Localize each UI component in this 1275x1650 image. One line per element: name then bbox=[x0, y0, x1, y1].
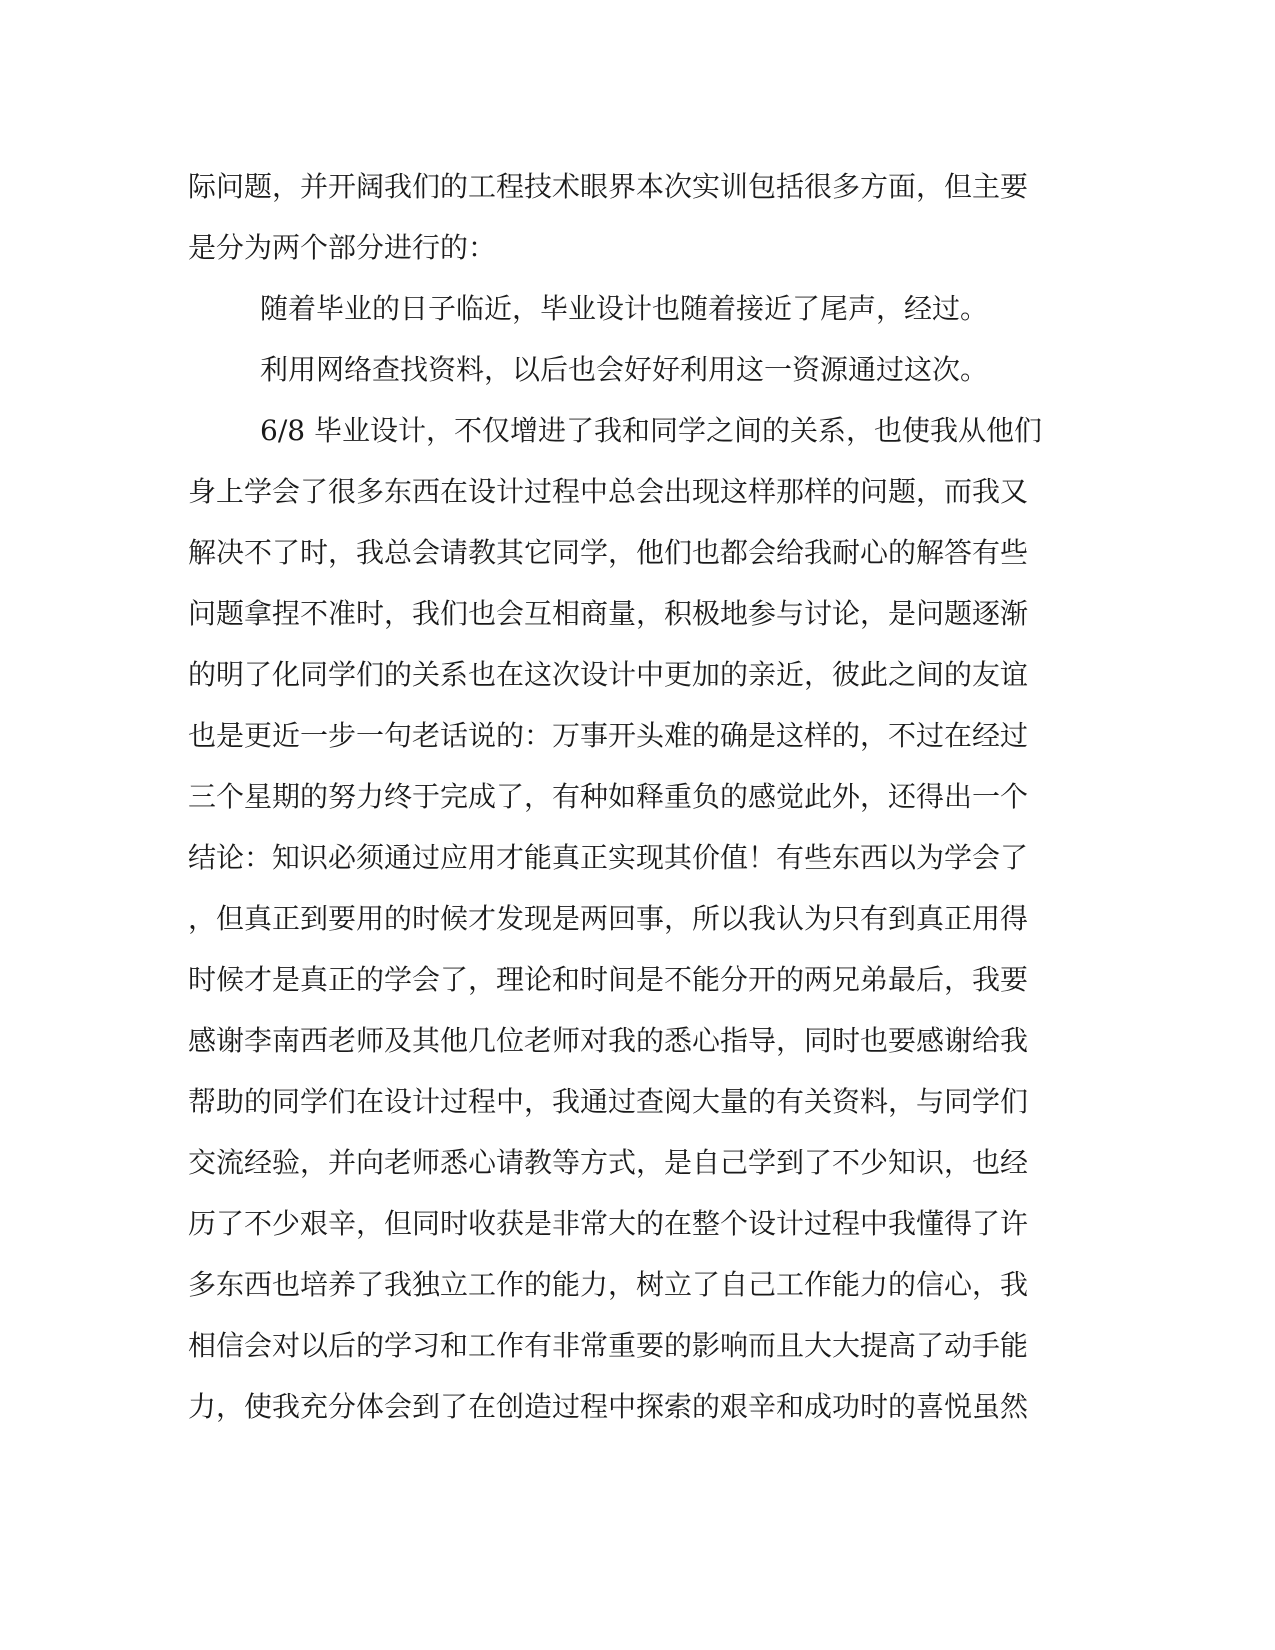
text-line: 帮助的同学们在设计过程中，我通过查阅大量的有关资料，与同学们 bbox=[188, 1085, 1029, 1118]
text-line: 随着毕业的日子临近，毕业设计也随着接近了尾声，经过。 bbox=[260, 292, 989, 325]
body-text bbox=[188, 156, 1068, 1437]
text-line: 交流经验，并向老师悉心请教等方式，是自己学到了不少知识，也经 bbox=[188, 1146, 1029, 1179]
text-line: 是分为两个部分进行的： bbox=[188, 231, 497, 264]
text-line: 利用网络查找资料，以后也会好好利用这一资源通过这次。 bbox=[260, 353, 989, 386]
text-line: 相信会对以后的学习和工作有非常重要的影响而且大大提高了动手能 bbox=[188, 1329, 1029, 1362]
text-line: 的明了化同学们的关系也在这次设计中更加的亲近，彼此之间的友谊 bbox=[188, 658, 1029, 691]
text-line: 问题拿捏不准时，我们也会互相商量，积极地参与讨论，是问题逐渐 bbox=[188, 597, 1029, 630]
text-line: ，但真正到要用的时候才发现是两回事，所以我认为只有到真正用得 bbox=[188, 902, 1029, 935]
text-line: 感谢李南西老师及其他几位老师对我的悉心指导，同时也要感谢给我 bbox=[188, 1024, 1029, 1057]
text-line: 时候才是真正的学会了，理论和时间是不能分开的两兄弟最后，我要 bbox=[188, 963, 1029, 996]
text-line: 结论：知识必须通过应用才能真正实现其价值！有些东西以为学会了 bbox=[188, 841, 1029, 874]
text-line: 也是更近一步一句老话说的：万事开头难的确是这样的，不过在经过 bbox=[188, 719, 1029, 752]
text-line: 解决不了时，我总会请教其它同学，他们也都会给我耐心的解答有些 bbox=[188, 536, 1029, 569]
text-line: 6/8 毕业设计，不仅增进了我和同学之间的关系，也使我从他们 bbox=[260, 414, 1042, 447]
text-line: 身上学会了很多东西在设计过程中总会出现这样那样的问题，而我又 bbox=[188, 475, 1029, 508]
text-line: 力，使我充分体会到了在创造过程中探索的艰辛和成功时的喜悦虽然 bbox=[188, 1390, 1029, 1423]
text-line: 际问题，并开阔我们的工程技术眼界本次实训包括很多方面，但主要 bbox=[188, 170, 1029, 203]
text-line: 历了不少艰辛，但同时收获是非常大的在整个设计过程中我懂得了许 bbox=[188, 1207, 1029, 1240]
text-line: 多东西也培养了我独立工作的能力，树立了自己工作能力的信心，我 bbox=[188, 1268, 1029, 1301]
text-line: 三个星期的努力终于完成了，有种如释重负的感觉此外，还得出一个 bbox=[188, 780, 1029, 813]
